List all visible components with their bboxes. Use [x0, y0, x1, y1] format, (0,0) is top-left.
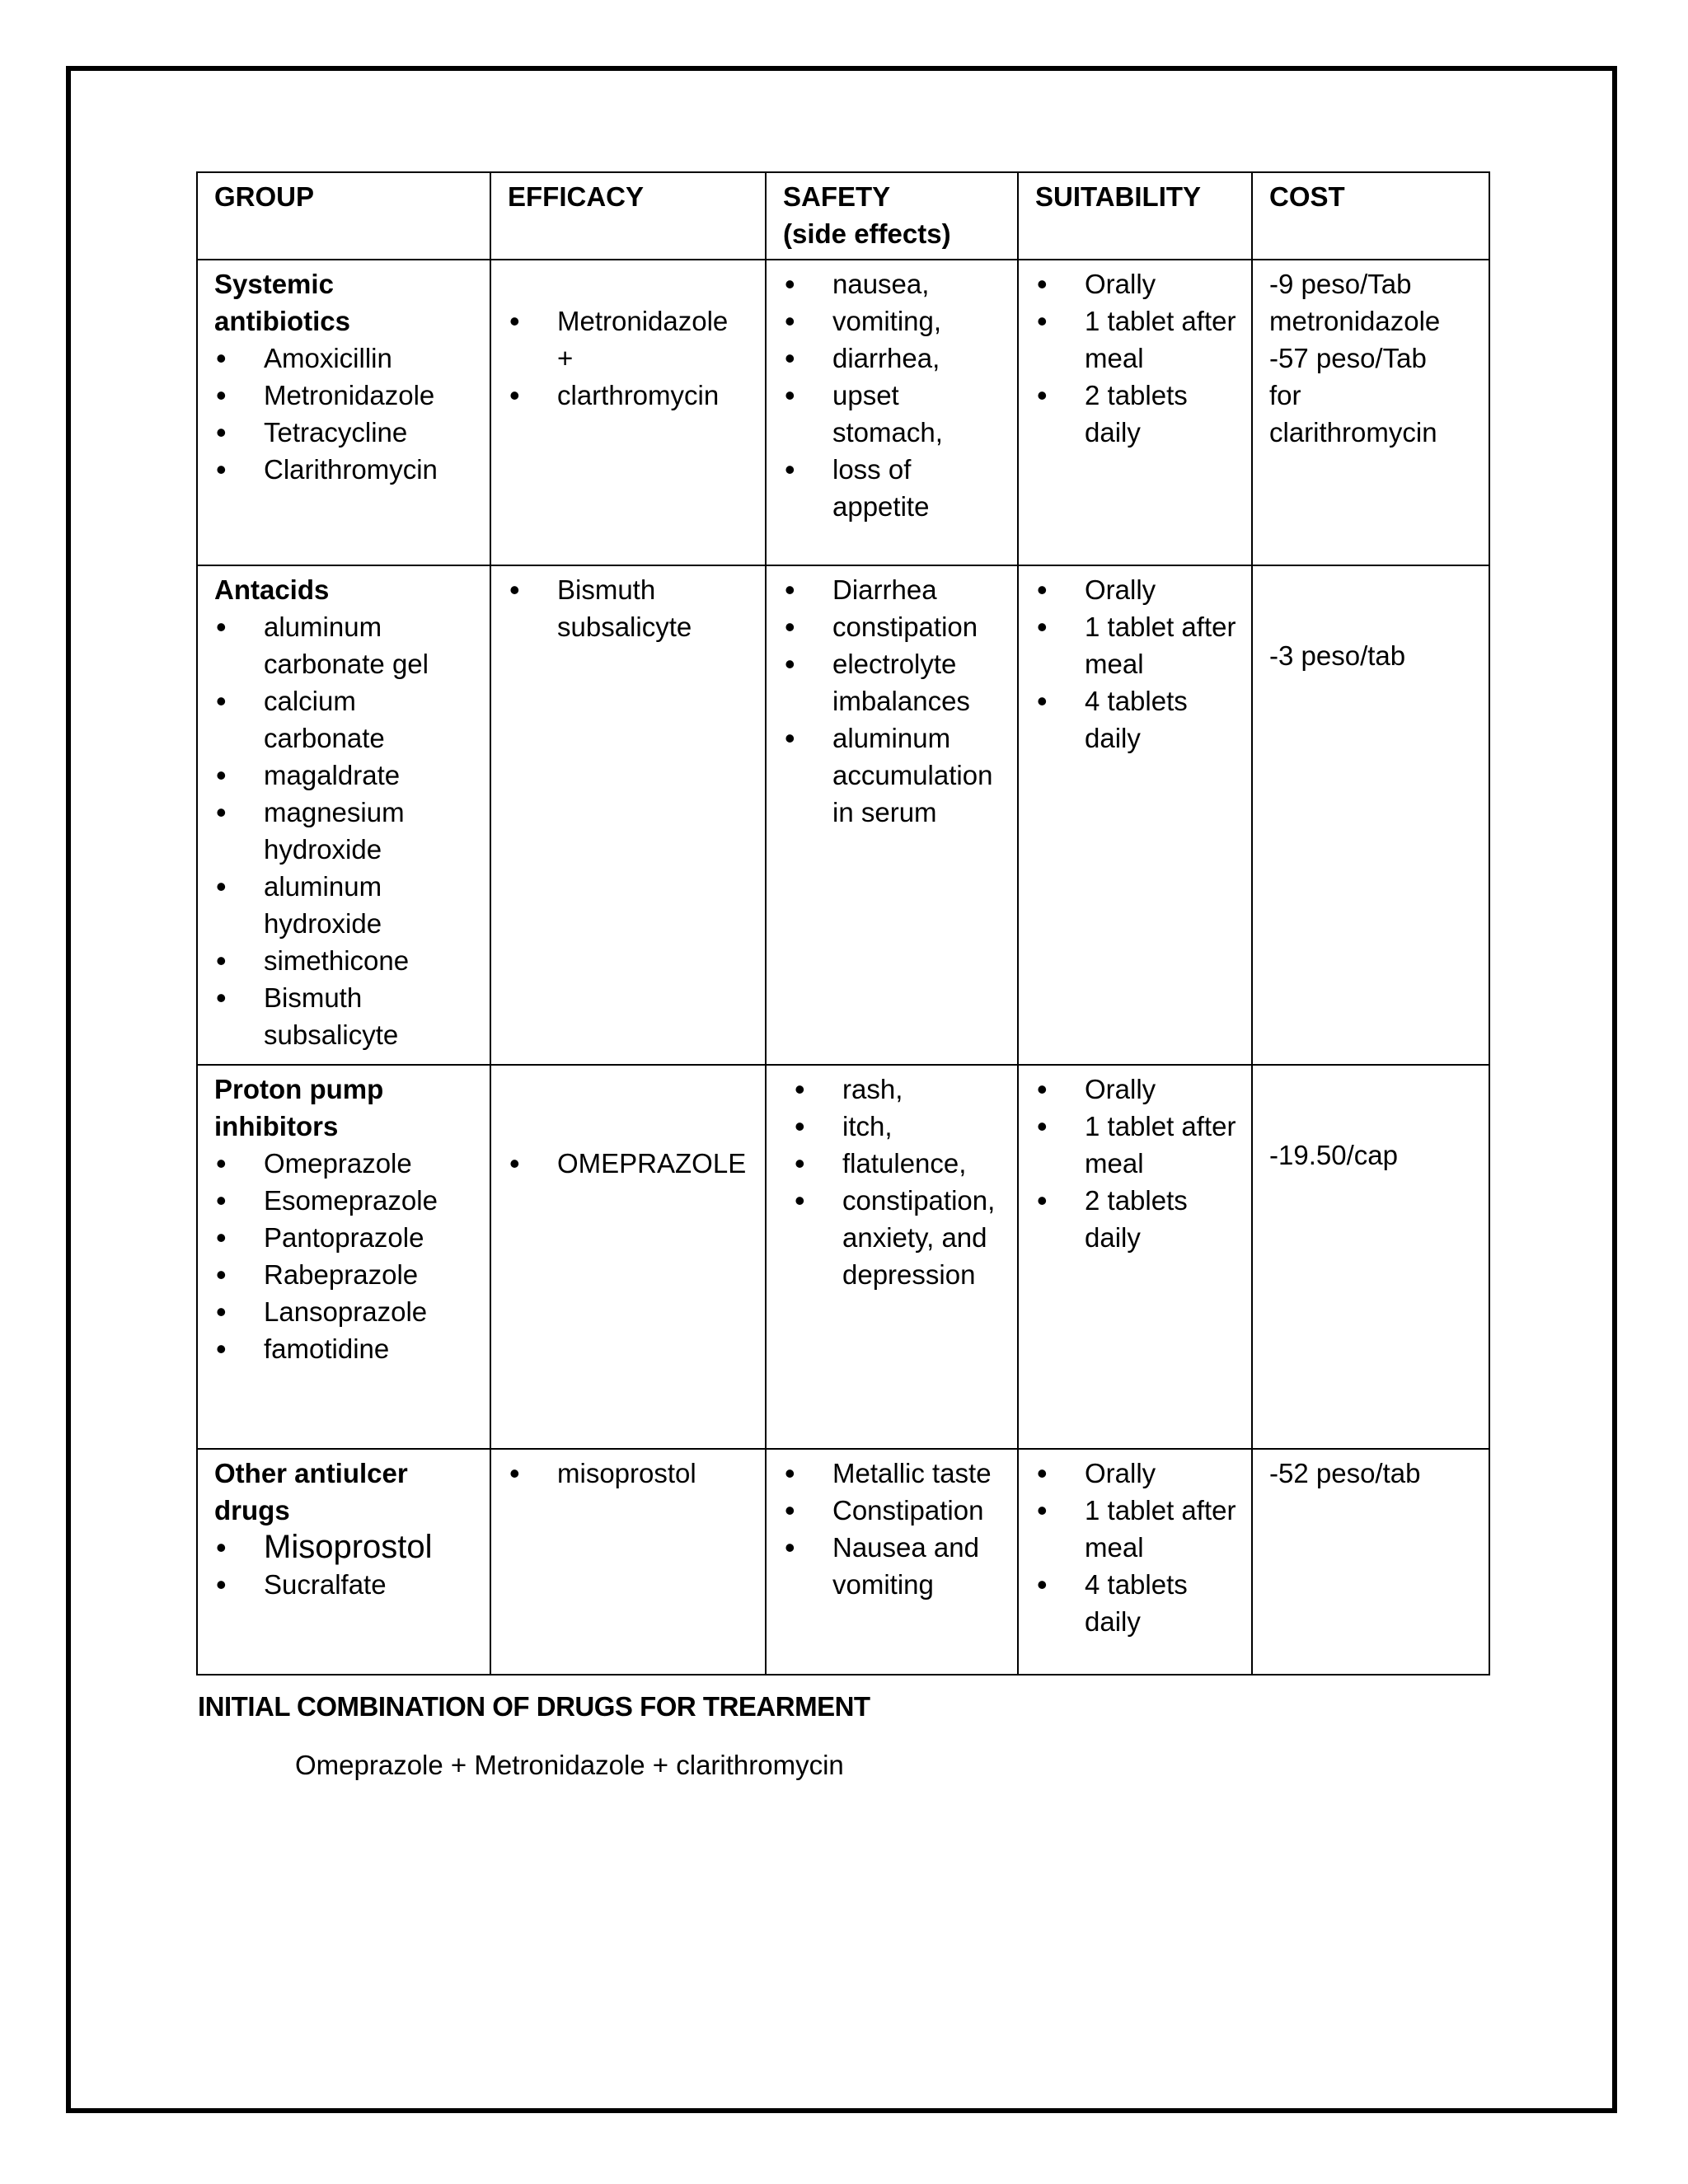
list-item: • 1 tablet after meal: [1035, 608, 1238, 682]
cost-line: -57 peso/Tab: [1269, 343, 1427, 373]
list-item: • misoprostol: [508, 1455, 752, 1492]
efficacy-cell: [490, 565, 766, 1065]
list-item: • Bismuth subsalicyte: [214, 979, 476, 1053]
cost-line: metronidazole: [1269, 306, 1441, 336]
group-cell: [197, 1449, 490, 1675]
list-item: • Lansoprazole: [214, 1293, 476, 1330]
list-item: • famotidine: [214, 1330, 476, 1367]
cost-line: -19.50/cap: [1269, 1140, 1398, 1170]
list-item: • constipation, anxiety, and depression: [793, 1182, 1004, 1293]
group-title: Systemic antibiotics: [214, 269, 351, 336]
list-item: • 1 tablet after meal: [1035, 302, 1238, 377]
list-item: • 1 tablet after meal: [1035, 1108, 1238, 1182]
list-item: • itch,: [793, 1108, 1004, 1145]
suitability-cell: [1018, 1065, 1252, 1449]
list-item: • Metronidazole: [508, 302, 752, 340]
list-item: • 2 tablets daily: [1035, 377, 1238, 451]
safety-cell: [766, 260, 1018, 565]
list-item: • Nausea and vomiting: [783, 1529, 1004, 1603]
list-item: • magaldrate: [214, 757, 476, 794]
cost-line: clarithromycin: [1269, 417, 1437, 448]
list-item: • diarrhea,: [783, 340, 1004, 377]
list-item: • Metronidazole: [214, 377, 476, 414]
list-item: • nausea,: [783, 265, 1004, 302]
list-item: • loss of appetite: [783, 451, 1004, 525]
list-item: • vomiting,: [783, 302, 1004, 340]
list-item: • upset stomach,: [783, 377, 1004, 451]
table-row: [197, 1449, 1489, 1675]
list-item: • Orally: [1035, 571, 1238, 608]
cost-line: -3 peso/tab: [1269, 640, 1406, 671]
list-item: • Amoxicillin: [214, 340, 476, 377]
group-title: Proton pump inhibitors: [214, 1074, 384, 1141]
list-item: • 4 tablets daily: [1035, 1566, 1238, 1640]
header-suitability: SUITABILITY: [1018, 172, 1252, 260]
cost-cell: [1252, 1065, 1489, 1449]
suitability-cell: [1018, 1449, 1252, 1675]
table-row: [197, 1065, 1489, 1449]
list-item: • 4 tablets daily: [1035, 682, 1238, 757]
table-header-row: [197, 172, 1489, 260]
list-item: • Orally: [1035, 1071, 1238, 1108]
list-item: • Constipation: [783, 1492, 1004, 1529]
safety-cell: [766, 1065, 1018, 1449]
header-safety-sub: (side effects): [783, 218, 951, 249]
cost-cell: [1252, 1449, 1489, 1675]
list-item: • OMEPRAZOLE: [508, 1145, 752, 1182]
combination-text: Omeprazole + Metronidazole + clarithromycin: [295, 1750, 844, 1780]
group-cell: [197, 1065, 490, 1449]
list-item: • Metallic taste: [783, 1455, 1004, 1492]
list-item: • aluminum accumulation in serum: [783, 719, 1004, 831]
safety-cell: [766, 565, 1018, 1065]
list-item: • clarthromycin: [508, 377, 752, 414]
list-item: • magnesium hydroxide: [214, 794, 476, 868]
table-row: [197, 565, 1489, 1065]
list-item: • constipation: [783, 608, 1004, 645]
list-item: • Orally: [1035, 265, 1238, 302]
list-item: • 1 tablet after meal: [1035, 1492, 1238, 1566]
header-efficacy: EFFICACY: [490, 172, 766, 260]
group-title: Antacids: [214, 574, 330, 605]
list-item: • simethicone: [214, 942, 476, 979]
list-item: • Diarrhea: [783, 571, 1004, 608]
list-item: • Omeprazole: [214, 1145, 476, 1182]
suitability-cell: [1018, 565, 1252, 1065]
header-cost: COST: [1252, 172, 1489, 260]
efficacy-cell: [490, 1449, 766, 1675]
list-item: • electrolyte imbalances: [783, 645, 1004, 719]
list-item: • Pantoprazole: [214, 1219, 476, 1256]
cost-cell: [1252, 260, 1489, 565]
list-item: • Rabeprazole: [214, 1256, 476, 1293]
cost-line: for: [1269, 380, 1301, 410]
list-item: • Orally: [1035, 1455, 1238, 1492]
list-item: • Clarithromycin: [214, 451, 476, 488]
list-item: • rash,: [793, 1071, 1004, 1108]
header-safety: [766, 172, 1018, 260]
cost-line: -9 peso/Tab: [1269, 269, 1412, 299]
cost-line: -52 peso/tab: [1269, 1458, 1421, 1488]
drug-comparison-table: [196, 171, 1490, 1675]
list-item: • flatulence,: [793, 1145, 1004, 1182]
group-cell: [197, 260, 490, 565]
header-group: GROUP: [197, 172, 490, 260]
section-heading: INITIAL COMBINATION OF DRUGS FOR TREARMENT: [198, 1691, 870, 1722]
list-item: • calcium carbonate: [214, 682, 476, 757]
efficacy-cell: [490, 260, 766, 565]
suitability-cell: [1018, 260, 1252, 565]
list-item: • Esomeprazole: [214, 1182, 476, 1219]
plus-sign: +: [557, 343, 574, 373]
list-item: • aluminum carbonate gel: [214, 608, 476, 682]
list-item: • Misoprostol: [214, 1529, 476, 1566]
efficacy-cell: [490, 1065, 766, 1449]
safety-cell: [766, 1449, 1018, 1675]
group-cell: [197, 565, 490, 1065]
cost-cell: [1252, 565, 1489, 1065]
list-item: • Sucralfate: [214, 1566, 476, 1603]
header-safety-label: SAFETY: [783, 181, 891, 212]
list-item: • Bismuth subsalicyte: [508, 571, 752, 645]
list-item: • Tetracycline: [214, 414, 476, 451]
table-row: [197, 260, 1489, 565]
list-item: • 2 tablets daily: [1035, 1182, 1238, 1256]
list-item: • aluminum hydroxide: [214, 868, 476, 942]
group-title: Other antiulcer drugs: [214, 1458, 408, 1526]
